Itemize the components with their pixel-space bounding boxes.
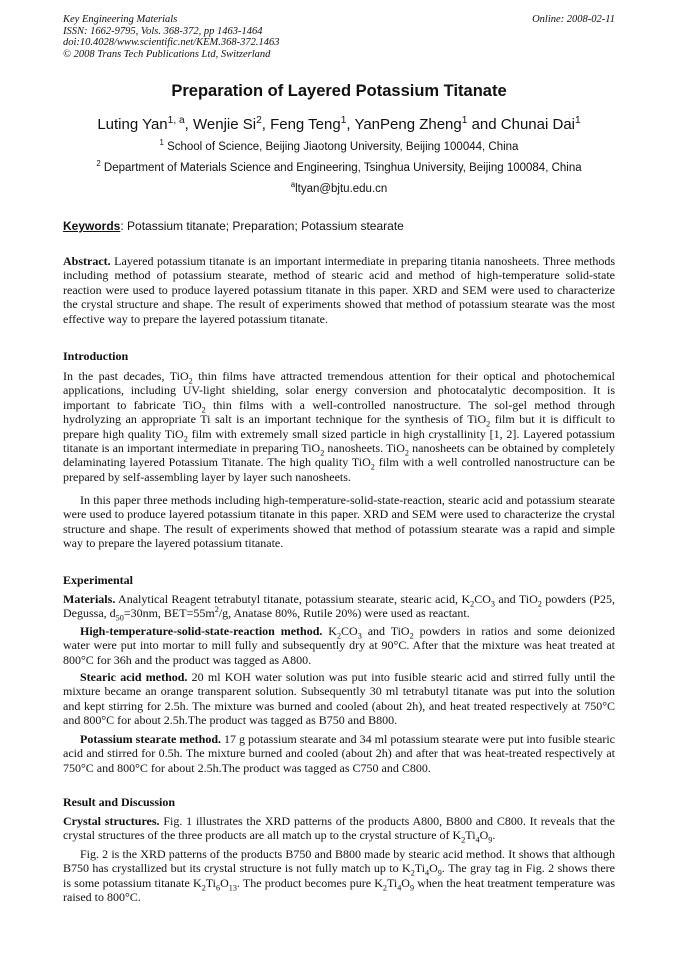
running-header bbox=[63, 14, 615, 60]
method-paragraph: High-temperature-solid-state-reaction method. $K_2CO_3$ and TiO$_2$ powders in ratios and some deionized water were put into mortar to mill fully and subsequently dry at 90°C. After that the mixture was heat treated at 800°C for 36h and the product was tagged as A800. bbox=[63, 624, 615, 667]
doi-line: doi:10.4028/www.scientific.net/KEM.368-372.1463 bbox=[63, 37, 280, 48]
author-name: , Feng Teng bbox=[261, 116, 341, 133]
paper-title: Preparation of Layered Potassium Titanate bbox=[171, 82, 507, 100]
section-heading-introduction: Introduction bbox=[63, 349, 129, 363]
affiliation-mark: 2 bbox=[96, 159, 101, 169]
section-heading-results: Result and Discussion bbox=[63, 795, 176, 809]
author-name: and Chunai Dai bbox=[471, 116, 575, 133]
author-affil-mark: 1 bbox=[340, 115, 347, 126]
online-date: Online: 2008-02-11 bbox=[532, 14, 615, 25]
keywords-text: : Potassium titanate; Preparation; Potassium stearate bbox=[120, 219, 404, 233]
results-paragraph: Fig. 2 is the XRD patterns of the products B750 and B800 made by stearic acid method. It shows that although B750 has crystallized but its crystal structure is not fully match up to $K_2Ti_4O_9$. The gray tag in Fig. 2 shows there is some potassium titanate $K_2Ti_6O_{13}$. The product becomes pure $K_2Ti_4O_9$ when the heat treatment temperature was raised to 800°C. bbox=[63, 847, 615, 905]
results-paragraph: Crystal structures. Fig. 1 illustrates the XRD patterns of the products A800, B800 and C800. It reveals that the crystal structures of the three products are all match up to the crystal structure of $K_2Ti_4O_9$. bbox=[63, 814, 615, 845]
intro-paragraph: In this paper three methods including high-temperature-solid-state-reaction, stearic acid and potassium stearate were used to produce layered potassium titanate in this paper. XRD and SEM were used to characterize the crystal structure and shape. The result of experiments showed that method of potassium stearate was a rapid and simple way to prepare the layered potassium titanate. bbox=[63, 493, 615, 551]
intro-paragraph: In the past decades, TiO$_2$ thin films have attracted tremendous attention for their optical and photochemical applications, including UV-light shielding, solar energy conversion and photocatalytic decomposition. It is important to fabricate TiO$_2$ thin films with a well-controlled nanostructure. The sol-gel method through hydrolyzing an appropriate Ti salt is an important technique for the synthesis of TiO$_2$ film but it is difficult to prepare high quality TiO$_2$ film with extremely small sized particle in high crystallinity [1, 2]. Layered potassium titanate is an important intermediate in preparing TiO$_2$ nanosheets. TiO$_2$ nanosheets can be obtained by completely delaminating layered Potassium Titanate. The high quality TiO$_2$ film with a well controlled nanostructure can be prepared by self-assembling layer by layer such nanosheets. bbox=[63, 369, 616, 484]
abstract-text: Layered potassium titanate is an important intermediate in preparing titania nanosheets. Three methods including method of potassium stearate, method of stearic acid and method of high-temperature solid-state reaction were used to produce layered potassium titanate in this paper. XRD and SEM were used to characterize the crystal structure and shape. The result of experiments showed that method of potassium stearate was the most effective way to prepare the layered potassium titanate. bbox=[63, 254, 615, 326]
author-name: , Wenjie Si bbox=[184, 116, 257, 133]
affiliation-mark: 1 bbox=[159, 138, 164, 148]
author-list bbox=[0, 116, 678, 133]
affiliation bbox=[0, 138, 678, 153]
author-affil-mark: 1, a bbox=[167, 115, 185, 126]
affiliation-text: School of Science, Beijing Jiaotong University, Beijing 100044, China bbox=[163, 141, 519, 153]
author-affil-mark: 1 bbox=[575, 115, 581, 126]
author-affil-mark: 1 bbox=[461, 115, 468, 126]
issn-line: ISSN: 1662-9795, Vols. 368-372, pp 1463-1464 bbox=[63, 25, 263, 37]
author-name: , YanPeng Zheng bbox=[346, 116, 462, 133]
keywords bbox=[63, 219, 615, 233]
materials-paragraph: Materials. Analytical Reagent tetrabutyl titanate, potassium stearate, stearic acid, $K_2CO_3$ and TiO$_2$ powders (P25, Degussa, $d_{50}=30nm$, $BET=55m^2/g$, Anatase 80%, Rutile 20%) were used as reactant. bbox=[63, 592, 615, 623]
method-paragraph: Stearic acid method. 20 ml KOH water solution was put into fusible stearic acid and stirred fully until the mixture became an orange transparent solution. Subsequently 30 ml tetrabutyl titanate was put into the solution and kept stirring for 2.5h. The mixture was burned and cooled (about 2h), and heat treated respectively at 750°C and 800°C for about 2.5h.The product was tagged as B750 and B800. bbox=[63, 670, 615, 728]
author-name: Luting Yan bbox=[97, 116, 168, 133]
keywords-label: Keywords bbox=[63, 219, 121, 233]
abstract bbox=[63, 254, 615, 326]
copyright-line: © 2008 Trans Tech Publications Ltd, Switzerland bbox=[63, 48, 271, 60]
affiliation bbox=[0, 180, 678, 195]
abstract-label: Abstract. bbox=[63, 254, 111, 268]
affiliation bbox=[0, 159, 678, 174]
section-heading-experimental: Experimental bbox=[63, 573, 133, 587]
author-affil-mark: 2 bbox=[256, 115, 262, 126]
email-address: ltyan@bjtu.edu.cn bbox=[295, 183, 388, 195]
method-paragraph: Potassium stearate method. 17 g potassium stearate and 34 ml potassium stearate were put into fusible stearic acid and stirred for 0.5h. The mixture burned and cooled (about 2h) and after that was heat-treated respectively at 750°C and 800°C for about 2.5h.The product was tagged as C750 and C800. bbox=[63, 732, 615, 775]
journal-name: Key Engineering Materials bbox=[63, 14, 178, 25]
affiliation-text: Department of Materials Science and Engineering, Tsinghua University, Beijing 100084, China bbox=[100, 162, 582, 174]
affiliation-mark: a bbox=[290, 180, 296, 190]
